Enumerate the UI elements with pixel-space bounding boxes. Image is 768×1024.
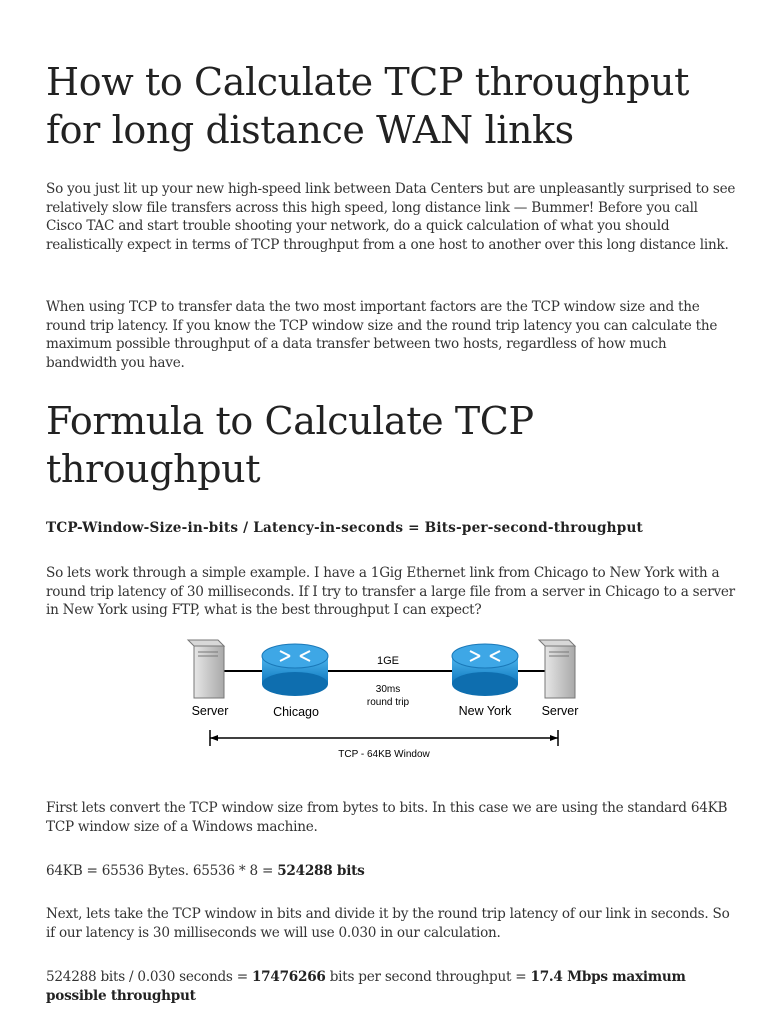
- server-icon: [539, 640, 575, 698]
- intro-paragraph: So you just lit up your new high-speed link between Data Centers but are unpleasantly surprised to see relatively slow file transfers across this high speed, long distance link — Bummer! Before you call Cisco TAC and start trouble shooting your network, do a quick calculation of what you should realistically expect in terms of TCP throughput from a one host to another over this long distance link.: [46, 181, 736, 253]
- example-paragraph: So lets work through a simple example. I have a 1Gig Ethernet link from Chicago to New York with a round trip latency of 30 milliseconds. If I try to transfer a large file from a server in Chicago to a server in New York using FTP, what is the best throughput I can expect?: [46, 565, 735, 619]
- calc2-part1: 524288 bits / 0.030 seconds =: [46, 969, 252, 985]
- calc2-paragraph: [46, 968, 736, 1005]
- calc2-value: 17476266: [251, 969, 326, 985]
- convert-paragraph: First lets convert the TCP window size from bytes to bits. In this case we are using the standard 64KB TCP window size of a Windows machine.: [46, 800, 728, 835]
- latency-label: 30ms: [375, 684, 401, 695]
- divide-paragraph: Next, lets take the TCP window in bits and divide it by the round trip latency of our link in seconds. So if our latency is 30 milliseconds we will use 0.030 in our calculation.: [46, 906, 730, 941]
- network-diagram: [140, 636, 600, 766]
- right-server-label: Server: [541, 704, 579, 718]
- window-label: TCP - 64KB Window: [338, 749, 430, 760]
- round-trip-label: round trip: [366, 697, 410, 708]
- server-icon: [188, 640, 224, 698]
- calc1-paragraph: [46, 862, 736, 881]
- calc2-part2: bits per second throughput =: [325, 969, 531, 985]
- factors-paragraph: When using TCP to transfer data the two most important factors are the TCP window size and the round trip latency. If you know the TCP window size and the round trip latency you can calculate the maximum possible throughput of a data transfer between two hosts, regardless of how much bandwidth you have.: [46, 299, 718, 371]
- link-label: 1GE: [376, 655, 400, 667]
- calc2-result: 17.4 Mbps maximum possible throughput: [46, 969, 686, 1004]
- router-icon: [262, 644, 328, 696]
- section-heading: Formula to Calculate TCP throughput: [46, 399, 534, 491]
- newyork-label: New York: [458, 704, 512, 718]
- calc1-prefix: 64KB = 65536 Bytes. 65536 * 8 =: [46, 863, 278, 879]
- chicago-label: Chicago: [273, 705, 319, 719]
- page-title: How to Calculate TCP throughput for long distance WAN links: [46, 60, 689, 152]
- calc1-result: 524288 bits: [277, 863, 365, 879]
- left-server-label: Server: [191, 704, 229, 718]
- formula-text: TCP-Window-Size-in-bits / Latency-in-seconds = Bits-per-second-throughput: [46, 520, 644, 536]
- router-icon: [452, 644, 518, 696]
